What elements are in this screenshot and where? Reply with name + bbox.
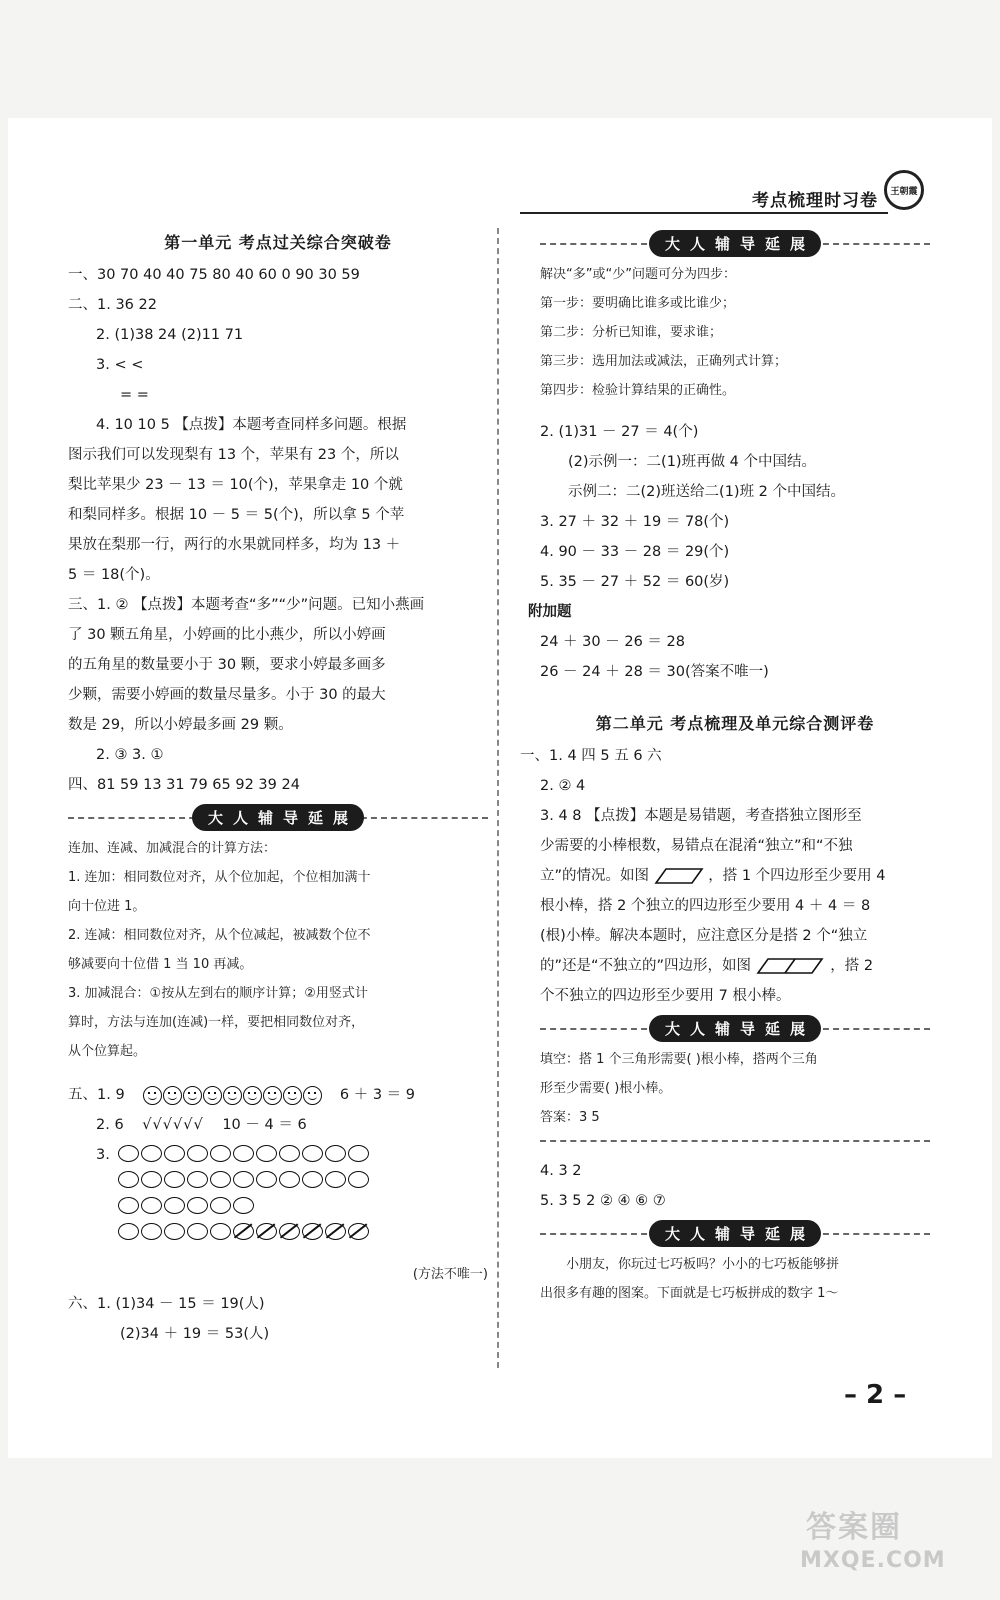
answer-line: 根小棒，搭 2 个独立的四边形至少要用 4 ＋ 4 ＝ 8 bbox=[540, 898, 871, 914]
answer-line: 2. ② 4 bbox=[540, 778, 586, 794]
circle-icon bbox=[348, 1145, 369, 1162]
circle-icon bbox=[118, 1223, 139, 1240]
answer-line bbox=[540, 951, 930, 981]
answer-line: 26 － 24 ＋ 28 ＝ 30(答案不唯一) bbox=[540, 664, 769, 680]
answer-text: 的”还是“不独立的”四边形，如图 bbox=[540, 958, 752, 974]
circle-icon bbox=[118, 1197, 139, 1214]
smiley-icon bbox=[303, 1086, 322, 1105]
circle-icon bbox=[164, 1223, 185, 1240]
answer-line: 5. 3 5 2 ② ④ ⑥ ⑦ bbox=[540, 1193, 666, 1209]
answer-line: 和梨同样多。根据 10 － 5 ＝ 5(个)，所以拿 5 个苹 bbox=[68, 507, 405, 523]
answer-five-1 bbox=[68, 1080, 488, 1110]
method-note: (方法不唯一) bbox=[412, 1267, 488, 1282]
circle-icon bbox=[187, 1197, 208, 1214]
bonus-heading: 附加题 bbox=[528, 604, 572, 620]
circle-icon bbox=[210, 1145, 231, 1162]
circle-icon bbox=[141, 1171, 162, 1188]
answer-label: 2. 6 bbox=[96, 1117, 124, 1133]
unit1-title: 第一单元 考点过关综合突破卷 bbox=[164, 233, 392, 252]
circle-icon bbox=[210, 1171, 231, 1188]
circle-icon bbox=[325, 1171, 346, 1188]
tutor-note: 第三步：选用加法或减法，正确列式计算； bbox=[540, 354, 788, 369]
spacer bbox=[540, 687, 930, 707]
answer-line: 图示我们可以发现梨有 13 个，苹果有 23 个，所以 bbox=[68, 447, 399, 463]
answer-line: 3. < < bbox=[96, 357, 144, 373]
tutor-note: 出很多有趣的图案。下面就是七巧板拼成的数字 1～ bbox=[540, 1286, 839, 1301]
smiley-icon bbox=[283, 1086, 302, 1105]
answer-line: 2. (1)38 24 (2)11 71 bbox=[96, 327, 244, 343]
smiley-icon bbox=[263, 1086, 282, 1105]
answer-line: 3. 4 8 【点拨】本题是易错题，考查搭独立图形至 bbox=[540, 808, 862, 824]
tutor-note: 小朋友，你玩过七巧板吗？小小的七巧板能够拼 bbox=[566, 1257, 840, 1272]
circle-icon bbox=[325, 1145, 346, 1162]
answer-line: 24 ＋ 30 － 26 ＝ 28 bbox=[540, 634, 685, 650]
tutor-banner bbox=[540, 1011, 930, 1045]
circle-icon bbox=[302, 1171, 323, 1188]
crossed-circle-icon bbox=[302, 1223, 323, 1240]
answer-line: 一、30 70 40 40 75 80 40 60 0 90 30 59 bbox=[68, 267, 360, 283]
left-column bbox=[68, 226, 488, 1349]
circle-row bbox=[118, 1166, 371, 1192]
answer-line: 四、81 59 13 31 79 65 92 39 24 bbox=[68, 777, 300, 793]
shared-edge bbox=[785, 959, 795, 973]
parallelogram-shape bbox=[656, 869, 702, 883]
answer-equation: 6 ＋ 3 ＝ 9 bbox=[339, 1087, 416, 1103]
tutor-banner-label: 大人辅导延展 bbox=[649, 1015, 821, 1042]
answer-line: (根)小棒。解决本题时，应注意区分是搭 2 个“独立 bbox=[540, 928, 868, 944]
tutor-banner bbox=[540, 1216, 930, 1250]
smiley-icon bbox=[223, 1086, 242, 1105]
answer-line: 二、1. 36 22 bbox=[68, 297, 157, 313]
tutor-banner-label: 大人辅导延展 bbox=[649, 1220, 821, 1247]
circle-icon bbox=[279, 1171, 300, 1188]
answer-five-2 bbox=[68, 1110, 488, 1140]
crossed-circle-icon bbox=[279, 1223, 300, 1240]
circle-icon bbox=[210, 1223, 231, 1240]
answer-text: 立”的情况。如图 bbox=[540, 868, 650, 884]
circle-icon bbox=[233, 1197, 254, 1214]
answer-text: ，搭 1 个四边形至少要用 4 bbox=[708, 868, 886, 884]
answer-line: 了 30 颗五角星，小婷画的比小燕少，所以小婷画 bbox=[68, 627, 386, 643]
tutor-note: 3. 加减混合：①按从左到右的顺序计算；②用竖式计 bbox=[68, 986, 368, 1001]
answer-line: 的五角星的数量要小于 30 颗，要求小婷最多画多 bbox=[68, 657, 386, 673]
answer-line: 2. (1)31 － 27 ＝ 4(个) bbox=[540, 424, 699, 440]
circle-icon bbox=[187, 1223, 208, 1240]
answer-line: 果放在梨那一行，两行的水果就同样多，均为 13 ＋ bbox=[68, 537, 401, 553]
smiley-icon bbox=[163, 1086, 182, 1105]
unit2-title: 第二单元 考点梳理及单元综合测评卷 bbox=[595, 714, 875, 733]
circle-icon bbox=[118, 1171, 139, 1188]
tutor-note: 第四步：检验计算结果的正确性。 bbox=[540, 383, 736, 398]
answer-line: 梨比苹果少 23 － 13 ＝ 10(个)，苹果拿走 10 个就 bbox=[68, 477, 403, 493]
answer-line: 4. 3 2 bbox=[540, 1163, 582, 1179]
crossed-circle-icon bbox=[348, 1223, 369, 1240]
answer-line: 4. 90 － 33 － 28 ＝ 29(个) bbox=[540, 544, 730, 560]
crossed-circle-icon bbox=[233, 1223, 254, 1240]
answer-line: 3. 27 ＋ 32 ＋ 19 ＝ 78(个) bbox=[540, 514, 730, 530]
tutor-note: 第一步：要明确比谁多或比谁少； bbox=[540, 296, 736, 311]
answer-line: = = bbox=[120, 387, 149, 403]
circle-icon bbox=[187, 1171, 208, 1188]
smiley-icon bbox=[243, 1086, 262, 1105]
circle-icon bbox=[302, 1145, 323, 1162]
column-divider bbox=[497, 228, 499, 1368]
answer-line: 数是 29，所以小婷最多画 29 颗。 bbox=[68, 717, 293, 733]
answer-line: 少颗，需要小婷画的数量尽量多。小于 30 的最大 bbox=[68, 687, 386, 703]
crossed-circle-icon bbox=[325, 1223, 346, 1240]
answer-line: 一、1. 4 四 5 五 6 六 bbox=[520, 748, 662, 764]
answer-equation: 10 － 4 ＝ 6 bbox=[222, 1117, 307, 1133]
tutor-note: 够减要向十位借 1 当 10 再减。 bbox=[68, 957, 253, 972]
answer-line: 个不独立的四边形至少要用 7 根小棒。 bbox=[540, 988, 791, 1004]
circle-icon bbox=[141, 1197, 162, 1214]
answer-line: (2)示例一：二(1)班再做 4 个中国结。 bbox=[568, 454, 817, 470]
circle-icon bbox=[279, 1145, 300, 1162]
answer-line: 4. 10 10 5 【点拨】本题考查同样多问题。根据 bbox=[96, 417, 407, 433]
smiley-icon bbox=[143, 1086, 162, 1105]
tutor-banner-label: 大人辅导延展 bbox=[649, 230, 821, 257]
answer-text: ，搭 2 bbox=[830, 958, 874, 974]
tutor-note: 填空：搭 1 个三角形需要( )根小棒，搭两个三角 bbox=[540, 1052, 818, 1067]
circle-icon bbox=[141, 1223, 162, 1240]
answer-line: 示例二：二(2)班送给二(1)班 2 个中国结。 bbox=[568, 484, 846, 500]
answer-label: 3. bbox=[96, 1147, 110, 1163]
tutor-note: 向十位进 1。 bbox=[68, 899, 146, 914]
answer-line bbox=[540, 861, 930, 891]
circle-icon bbox=[164, 1171, 185, 1188]
answer-line: (2)34 ＋ 19 ＝ 53(人) bbox=[120, 1326, 270, 1342]
tutor-note: 答案：3 5 bbox=[540, 1110, 600, 1125]
circle-icon bbox=[164, 1145, 185, 1162]
circle-grid bbox=[118, 1140, 371, 1244]
watermark-url: MXQE.COM bbox=[800, 1548, 946, 1573]
answer-line: 5. 35 － 27 ＋ 52 ＝ 60(岁) bbox=[540, 574, 730, 590]
circle-icon bbox=[141, 1145, 162, 1162]
tutor-note: 解决“多”或“少”问题可分为四步： bbox=[540, 267, 736, 282]
answer-line: 六、1. (1)34 － 15 ＝ 19(人) bbox=[68, 1296, 265, 1312]
header-rule bbox=[520, 212, 888, 214]
circle-row bbox=[118, 1192, 371, 1218]
dashed-divider bbox=[540, 1140, 930, 1156]
circle-row bbox=[118, 1218, 371, 1244]
spacer bbox=[68, 1066, 488, 1080]
answer-label: 五、1. 9 bbox=[68, 1087, 125, 1103]
answer-line: 三、1. ② 【点拨】本题考查“多”“少”问题。已知小燕画 bbox=[68, 597, 425, 613]
check-marks: √√√√√√ bbox=[142, 1117, 204, 1133]
circle-icon bbox=[164, 1197, 185, 1214]
tutor-note: 第二步：分析已知谁，要求谁； bbox=[540, 325, 723, 340]
smiley-icon bbox=[203, 1086, 222, 1105]
circle-icon bbox=[256, 1145, 277, 1162]
circle-row bbox=[118, 1140, 371, 1166]
double-parallelogram-figure bbox=[756, 957, 826, 975]
smiley-row bbox=[143, 1080, 323, 1110]
smiley-icon bbox=[183, 1086, 202, 1105]
tutor-note: 算时，方法与连加(连减)一样，要把相同数位对齐， bbox=[68, 1015, 365, 1030]
answer-line: 5 ＝ 18(个)。 bbox=[68, 567, 160, 583]
circle-icon bbox=[118, 1145, 139, 1162]
tutor-note: 从个位算起。 bbox=[68, 1044, 147, 1059]
tutor-banner bbox=[540, 226, 930, 260]
watermark-logo: 答案圈 bbox=[806, 1510, 902, 1545]
tutor-banner-label: 大人辅导延展 bbox=[192, 804, 364, 831]
answer-line: 2. ③ 3. ① bbox=[96, 747, 164, 763]
circle-icon bbox=[187, 1145, 208, 1162]
circle-icon bbox=[233, 1145, 254, 1162]
circle-icon bbox=[256, 1171, 277, 1188]
tutor-note: 形至少需要( )根小棒。 bbox=[540, 1081, 672, 1096]
tutor-note: 2. 连减：相同数位对齐，从个位减起，被减数个位不 bbox=[68, 928, 371, 943]
circle-icon bbox=[348, 1171, 369, 1188]
circle-icon bbox=[210, 1197, 231, 1214]
publisher-logo: 王朝霞 bbox=[884, 170, 924, 210]
right-column bbox=[520, 226, 930, 1308]
parallelogram-figure bbox=[654, 867, 704, 885]
crossed-circle-icon bbox=[256, 1223, 277, 1240]
answer-line: 少需要的小棒根数，易错点在混淆“独立”和“不独 bbox=[540, 838, 853, 854]
page-number: – 2 – bbox=[844, 1380, 907, 1410]
header-label: 考点梳理时习卷 bbox=[752, 191, 878, 211]
tutor-banner bbox=[68, 800, 488, 834]
tutor-note: 1. 连加：相同数位对齐，从个位加起，个位相加满十 bbox=[68, 870, 371, 885]
answer-five-3 bbox=[68, 1140, 488, 1260]
tutor-note: 连加、连减、加减混合的计算方法： bbox=[68, 841, 277, 856]
circle-icon bbox=[233, 1171, 254, 1188]
spacer bbox=[540, 405, 930, 417]
